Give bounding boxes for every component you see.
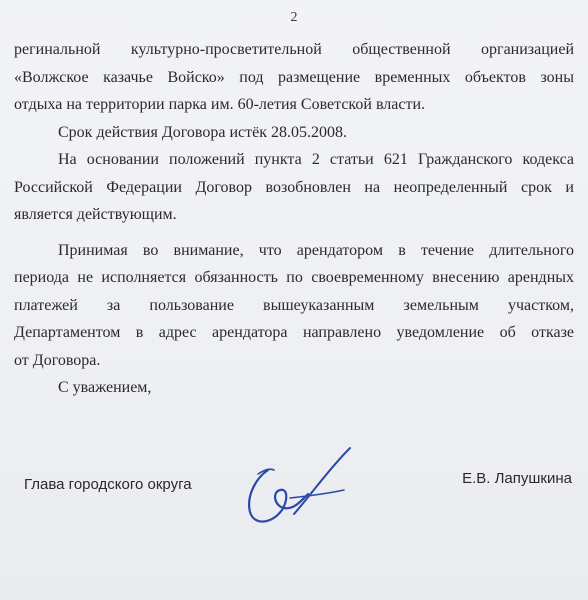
- page-number: 2: [290, 10, 298, 25]
- text-line: Принимая во внимание, что арендатором в течение длительного: [58, 241, 574, 259]
- paragraph-legal-basis: [14, 146, 574, 229]
- text-line: является действующим.: [14, 206, 177, 223]
- signer-name: Е.В. Лапушкина: [462, 470, 572, 487]
- letter-body: [14, 36, 574, 402]
- paragraph-notice: [14, 237, 574, 375]
- paragraph-expiry: [14, 119, 574, 147]
- text-line: периода не исполняется обязанность по своевременному внесению арендных: [14, 269, 574, 286]
- closing-salutation: С уважением,: [58, 379, 152, 396]
- text-line: от Договора.: [14, 351, 101, 369]
- paragraph-lease-context: [14, 36, 574, 119]
- text-line: На основании положений пункта 2 статьи 621 Гражданского кодекса: [58, 151, 574, 168]
- text-line: платежей за пользование вышеуказанным земельным участком,: [14, 296, 574, 314]
- paragraph-closing: [14, 374, 574, 402]
- text-line: «Волжское казачье Войско» под размещение временных объектов зоны: [14, 68, 574, 86]
- text-line: регинальной культурно-просветительной общественной организацией: [14, 41, 574, 58]
- text-line: Срок действия Договора истёк 28.05.2008.: [58, 123, 347, 141]
- paragraph-gap: [14, 229, 574, 237]
- signature-block: [14, 470, 574, 500]
- text-line: Российской Федерации Договор возобновлен на неопределенный срок и: [14, 178, 574, 196]
- text-line: Департаментом в адрес арендатора направлено уведомление об отказе: [14, 324, 574, 341]
- signer-title: Глава городского округа: [24, 476, 192, 493]
- text-line: отдыха на территории парка им. 60-летия Советской власти.: [14, 96, 426, 113]
